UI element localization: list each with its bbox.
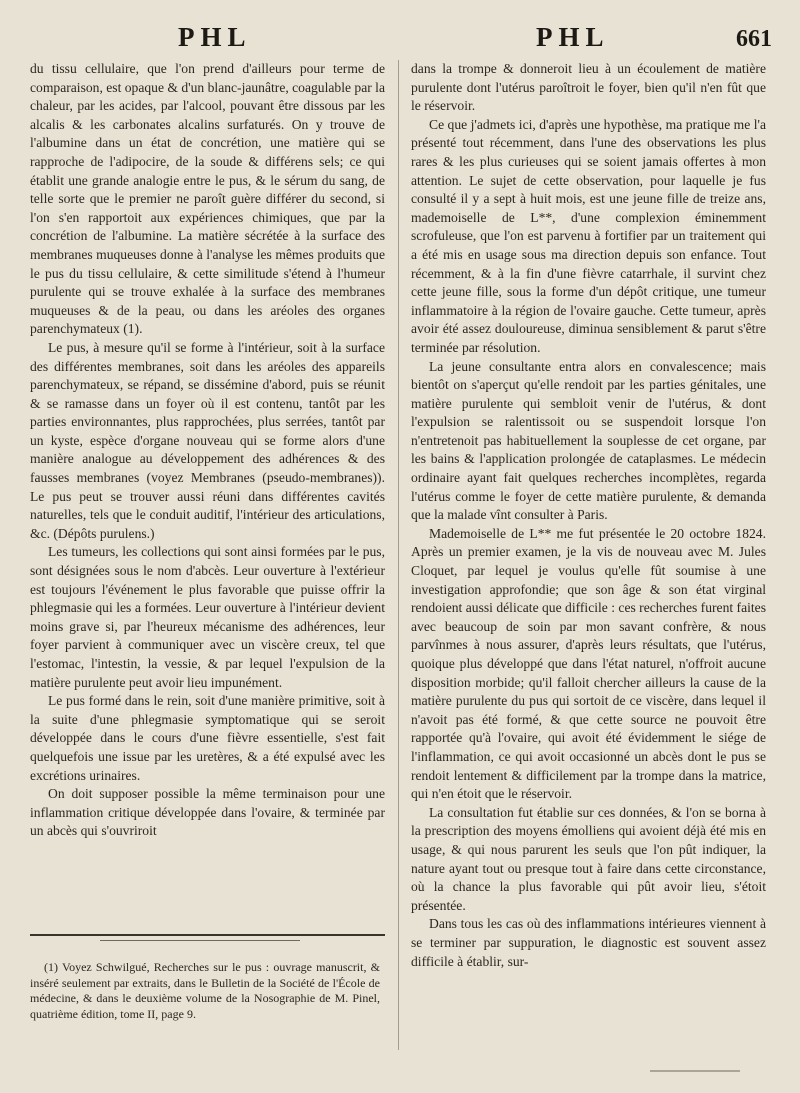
- page-number: 661: [736, 26, 772, 52]
- paragraph: dans la trompe & donneroit lieu à un écoulement de matière purulente dont l'utérus paroîtroit le foyer, bien qu'il n'en fût que le réservoir.: [411, 61, 766, 114]
- column-divider: [398, 60, 399, 1050]
- paragraph: La jeune consultante entra alors en convalescence; mais bientôt on s'aperçut qu'elle rendoit par les parties génitales, une matière purulente qui sembloit venir de l'utérus, & dont l'expulsion se ralentissoit ou se suspendoit lorsque l'on n'entretenoit pas habituellement la souplesse de cet organe, par les bains & l'application prolongée de cataplasmes. Le médecin ordinaire ayant fait quelques recherches incomplètes, regarda l'utérus comme le foyer de cette matière purulente, & demanda que la malade vînt consulter à Paris.: [411, 358, 766, 523]
- paragraph: Dans tous les cas où des inflammations intérieures viennent à se terminer par suppuration, le diagnostic est souvent assez difficile à établir, sur-: [411, 916, 766, 969]
- footnote-text: (1) Voyez Schwilgué, Recherches sur le pus : ouvrage manuscrit, & inséré seulement par extraits, dans le Bulletin de la Société de l'École de médecine, & dans le deuxième volume de la Nosographie de M. Pinel, quatrième édition, tome II, page 9.: [30, 960, 380, 1021]
- right-column: [411, 60, 766, 971]
- footnote-rule: [30, 934, 385, 936]
- left-column: [30, 60, 385, 841]
- ink-mark: [650, 1070, 740, 1072]
- paragraph: Le pus, à mesure qu'il se forme à l'intérieur, soit à la surface des différentes membranes, soit dans les aréoles des appareils parenchymateux, se répand, se dissémine d'abord, puis se réunit & se ramasse dans un foyer où il est contenu, tantôt par les parties environnantes, plus rapprochées, plus serrées, tantôt par un kyste, espèce d'organe nouveau qui se forme alors d'une manière analogue au développement des adhérences & des fausses membranes (voyez Membranes (pseudo-membranes)). Le pus peut se trouver aussi réuni dans différentes cavités naturelles, tels que le conduit auditif, l'intérieur des articulations, &c. (Dépôts purulens.): [30, 339, 385, 541]
- running-head-left: PHL: [178, 22, 252, 52]
- paragraph: Ce que j'admets ici, d'après une hypothèse, ma pratique me l'a présenté tout récemment, dans l'une des observations les plus rares & les plus curieuses qui se soient jamais offertes à mon attention. Le sujet de cette observation, pour laquelle je fus consulté il y a sept à huit mois, est une jeune fille de treize ans, mademoiselle de L**, d'une complexion éminemment scrofuleuse, que l'on est parvenu à fortifier par un traitement qui a été mis en usage sous ma direction depuis son enfance. Tout récemment, & à la fin d'une fièvre catarrhale, il survint chez cette jeune fille, sous la forme d'un dépôt critique, une tumeur inflammatoire à la région de l'ovaire gauche. Cette tumeur, après avoir été assez douloureuse, diminua sensiblement & parut s'être terminée par résolution.: [411, 116, 766, 355]
- paragraph: du tissu cellulaire, que l'on prend d'ailleurs pour terme de comparaison, est opaque & d'un blanc-jaunâtre, coagulable par la chaleur, par les acides, par l'alcool, pouvant être dissous par les alcalis & les carbonates alcalins surfaturés. On y trouve de l'albumine dans un état de concrétion, une matière qui se rapproche de l'adipocire, de la soude & différens sels; ce qui établit une grande analogie entre le pus, & le sérum du sang, de telle sorte que le premier ne paroît guère différer du second, si l'on s'en rapportoit aux expériences chimiques, que par la concrétion de l'albumine. La matière sécrétée à la surface des membranes muqueuses donne à l'analyse les mêmes produits que le pus du tissu cellulaire, & cette similitude s'étend à l'humeur purulente qui se trouve exhalée à la surface des membranes muqueuses & de la peau, ou dans les aréoles des organes parenchymateux (1).: [30, 61, 385, 337]
- footnote: [30, 960, 380, 1022]
- paragraph: Le pus formé dans le rein, soit d'une manière primitive, soit à la suite d'une phlegmasie symptomatique qui se seroit développée dans le cours d'une fièvre essentielle, s'est fait quelquefois une issue par les uretères, & a été expulsé avec les excrétions urinaires.: [30, 693, 385, 783]
- paragraph: La consultation fut établie sur ces données, & l'on se borna à la prescription des moyens émolliens qui avoient déjà été mis en usage, & qui nous parurent les seuls que l'on pût indiquer, la nature ayant tout ou presque tout à faire dans cette circonstance, où la chance la plus favorable qui pût avoir lieu, s'étoit présentée.: [411, 804, 766, 913]
- running-head-right: PHL: [536, 22, 610, 52]
- footnote-rule-thin: [100, 940, 300, 941]
- paragraph: On doit supposer possible la même terminaison pour une inflammation critique développée dans l'ovaire, & terminée par un abcès qui s'ouvriroit: [30, 786, 385, 839]
- paragraph: Les tumeurs, les collections qui sont ainsi formées par le pus, sont désignées sous le nom d'abcès. Leur ouverture à l'extérieur est toujours l'événement le plus favorable que puisse offrir la phlegmasie qui les a formées. Leur ouverture à l'intérieur devient moins grave si, par l'heureux mécanisme des adhérences, leur foyer parvient à communiquer avec un viscère creux, tel que l'estomac, l'intestin, la vessie, & par lequel l'expulsion de la matière purulente peut avoir lieu impunément.: [30, 544, 385, 690]
- paragraph: Mademoiselle de L** me fut présentée le 20 octobre 1824. Après un premier examen, je la vis de nouveau avec M. Jules Cloquet, par lequel je voulus qu'elle fût soumise à une investigation approfondie; que son âge & son état virginal rendoient aussi délicate que difficile : ces recherches furent faites avec beaucoup de soin par mon savant confrère, & nous parvînmes à nous assurer, d'après leurs résultats, que l'utérus, quoique plus développé que dans l'état naturel, n'offroit aucune disposition morbide; qu'il falloit chercher ailleurs la cause de la matière purulente du pus qui sortoit de ce viscère, dans lequel il n'avoit pas été formé, & que cette source ne pouvoit être rapportée qu'à l'ovaire, qui avoit été évidemment le siége de l'inflammation, ce qui avoit occasionné un abcès dont le pus se rendoit lentement & difficilement par la trompe dans la matrice, qui n'en étoit que le réservoir.: [411, 525, 766, 802]
